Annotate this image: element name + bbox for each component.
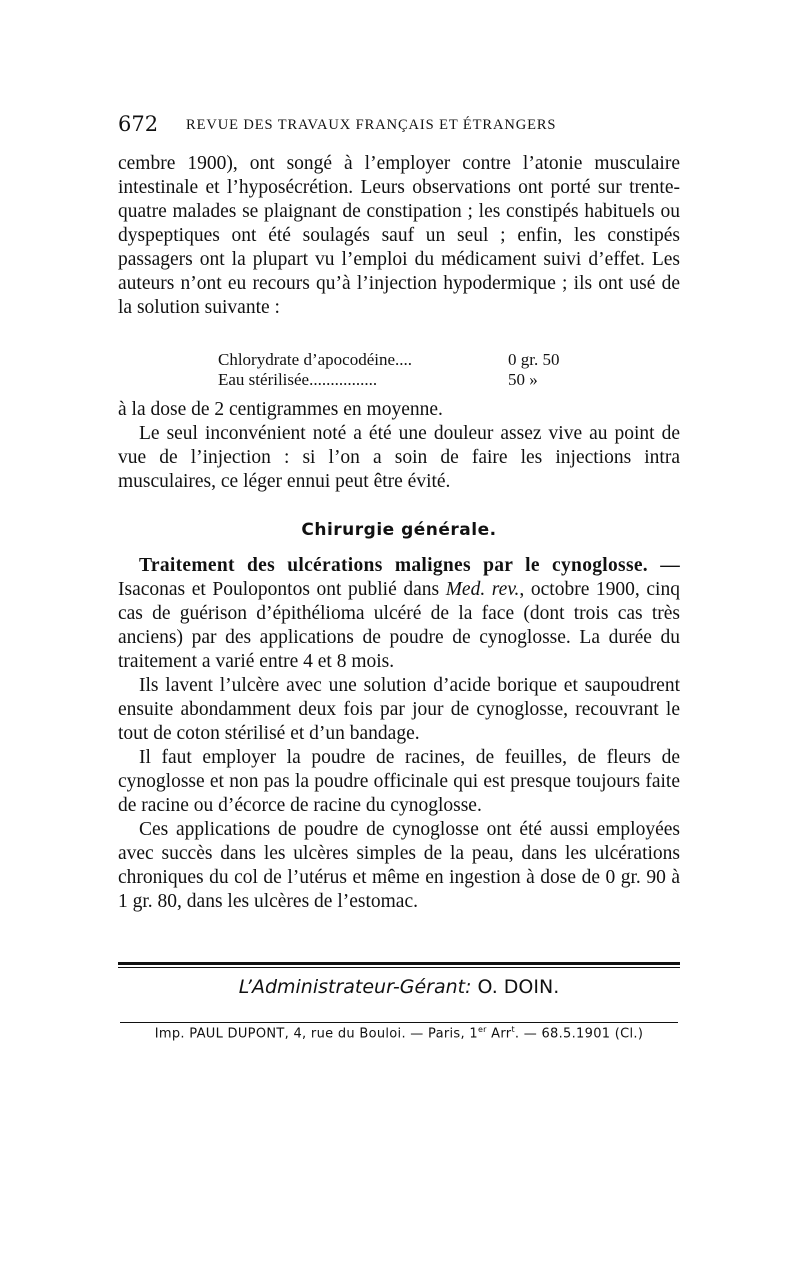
opening-paragraph: [118, 152, 680, 320]
prescription-formula: [218, 350, 598, 390]
running-head: REVUE DES TRAVAUX FRANÇAIS ET ÉTRANGERS: [186, 117, 557, 133]
thin-rule: [118, 967, 680, 968]
formula-ingredient: Chlorydrate d’apocodéine....: [218, 350, 413, 369]
dosage-line: à la dose de 2 centigrammes en moyenne.: [118, 399, 443, 420]
printer-imprint: [118, 1025, 680, 1041]
continued-paragraph: cembre 1900), ont songé à l’employer contre l’atonie musculaire intestinale et l’hyposécrétion. Leurs observations ont porté sur trente-quatre malades se plaignant de constipation ; les constipés habituels ou dyspeptiques ont été soulagés sauf un seul ; enfin, les constipés passagers ont la plupart vu l’emploi du médicament suivi d’effet. Les auteurs n’ont eu recours qu’à l’injection hypodermique ; ils ont usé de la solution suivante :: [118, 153, 680, 318]
article-paragraph: Il faut employer la poudre de racines, de feuilles, de fleurs de cynoglosse et non pas la poudre officinale qui est presque toujours faite de racine ou d’écorce de racine du cynoglosse.: [118, 747, 680, 816]
imprint-text: Imp. PAUL DUPONT, 4, rue du Bouloi. — Paris, 1: [154, 1026, 478, 1042]
end-rule: [118, 962, 680, 968]
formula-ingredient: Eau stérilisée................: [218, 370, 378, 389]
signature-name: O. DOIN.: [477, 976, 560, 998]
journal-name: Med. rev.: [445, 579, 520, 600]
article-intro-text-continued: , octobre 1900, cinq cas de guérison d’épithélioma ulcéré de la face (dont trois cas très anciens) par des applications de poudre de cynoglosse. La durée du traitement a varié entre 4 et 8 mois.: [118, 579, 680, 672]
article-title: Traitement des ulcérations malignes par le cynoglosse. —: [139, 555, 680, 576]
thick-rule: [118, 962, 680, 965]
section-heading: Chirurgie générale.: [301, 520, 497, 540]
article-intro-text: Isaconas et Poulopontos ont publié dans: [118, 579, 446, 600]
imprint-text-date: . — 68.5.1901 (Cl.): [514, 1026, 644, 1042]
article-body: [118, 554, 680, 914]
article-paragraph: Ils lavent l’ulcère avec une solution d’acide borique et saupoudrent ensuite abondamment deux fois par jour de cynoglosse, recouvrant le tout de coton stérilisé et d’un bandage.: [118, 675, 680, 744]
imprint-rule: [120, 1022, 678, 1023]
side-effect-paragraph: Le seul inconvénient noté a été une douleur assez vive au point de vue de l’injection : si l’on a soin de faire les injections intra musculaires, ce léger ennui peut être évité.: [118, 423, 680, 492]
imprint-superscript: er: [477, 1025, 487, 1034]
formula-row: [218, 350, 598, 370]
signature-line: [118, 976, 680, 998]
page-number: 672: [118, 112, 159, 136]
article-paragraph: Ces applications de poudre de cynoglosse ont été aussi employées avec succès dans les ulcères simples de la peau, dans les ulcérations chroniques du col de l’utérus et même en ingestion à dose de 0 gr. 90 à 1 gr. 80, dans les ulcères de l’estomac.: [118, 819, 680, 912]
signature-role: L’Administrateur-Gérant:: [238, 976, 472, 998]
page-header: [118, 112, 680, 142]
article-intro-paragraph: [118, 554, 680, 674]
dosage-paragraphs: [118, 398, 680, 494]
formula-quantity: 50 »: [508, 370, 538, 389]
imprint-superscript-t: t: [511, 1025, 515, 1034]
imprint-text-arr: Arr: [486, 1026, 512, 1042]
formula-row: [218, 370, 598, 390]
formula-quantity: 0 gr. 50: [508, 350, 560, 369]
